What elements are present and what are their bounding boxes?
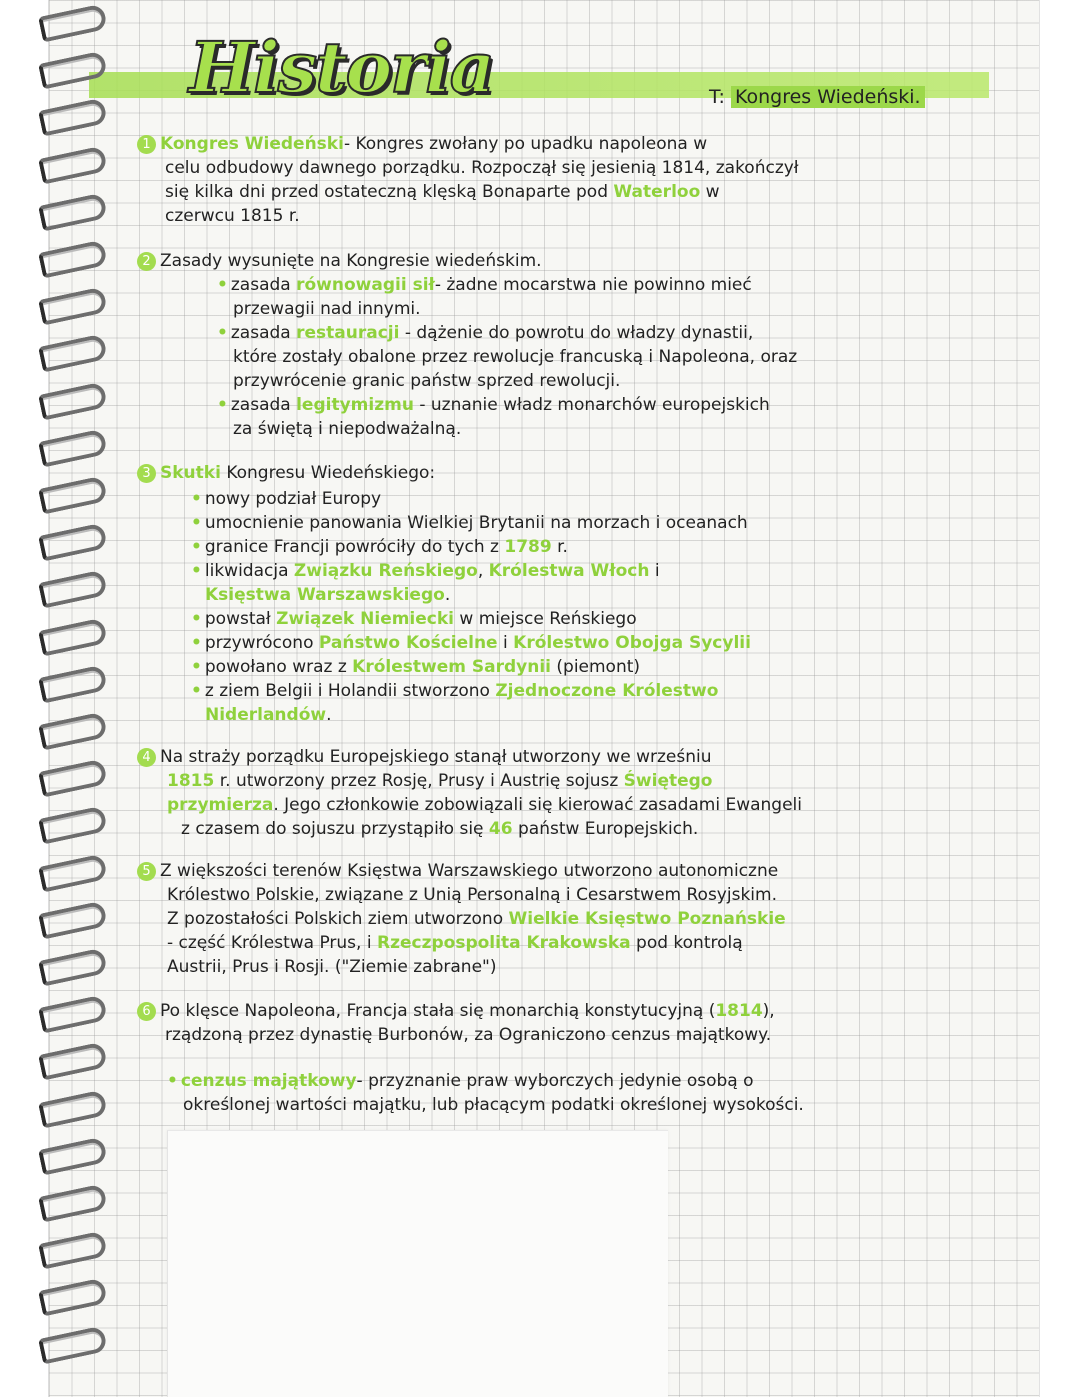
s4-line-2 xyxy=(167,770,712,793)
s3-item-4-term-1: Związku Reńskiego xyxy=(293,561,478,581)
s4-count: 46 xyxy=(488,819,513,839)
spiral-ring-icon xyxy=(38,3,108,42)
s2-b1-prefix: zasada xyxy=(230,275,291,295)
spiral-ring-icon xyxy=(38,523,108,562)
spiral-ring-icon xyxy=(38,428,108,467)
section-1-number: 1 xyxy=(137,135,156,154)
topic-prefix: T: xyxy=(709,86,725,108)
s6-bullet-cont: określonej wartości majątku, lub płacącym podatki określonej wysokości. xyxy=(183,1095,804,1115)
s3-item-8-term-2: Niderlandów xyxy=(205,705,327,725)
s4-year: 1815 xyxy=(167,771,215,791)
spiral-ring-icon xyxy=(38,51,108,90)
spiral-binding xyxy=(40,10,102,1390)
s3-item-5-suffix: w miejsce Reńskiego xyxy=(459,609,637,629)
s4-term-2: przymierza xyxy=(167,795,274,815)
s2-bullet-1: • zasada równowagii sił- żadne mocarstwa nie powinno mieć xyxy=(217,275,752,295)
s3-item-2-text: umocnienie panowania Wielkiej Brytanii na morzach i oceanach xyxy=(204,513,748,533)
s1-text-1: - Kongres zwołany po upadku napoleona w xyxy=(343,134,708,154)
s4-line-3 xyxy=(167,794,802,817)
topic-label xyxy=(709,86,925,108)
s1-text-3a: się kilka dni przed ostateczną klęską Bonaparte pod xyxy=(165,182,608,202)
spiral-ring-icon xyxy=(38,98,108,137)
s5-term-2: Rzeczpospolita Krakowska xyxy=(376,933,631,953)
s5-text-1: Z większości terenów Księstwa Warszawskiego utworzono autonomiczne xyxy=(160,861,779,881)
s2-b2-term: restauracji xyxy=(296,323,400,343)
s1-waterloo: Waterloo xyxy=(613,182,701,202)
s6-bullet: • cenzus majątkowy- przyznanie praw wyborczych jedynie osobą o xyxy=(167,1071,754,1091)
s4-term-1: Świętego xyxy=(623,771,713,791)
spiral-ring-icon xyxy=(38,1042,108,1081)
s5-line-3 xyxy=(167,908,786,931)
s3-item-4-and: i xyxy=(654,561,660,581)
s3-item-7-term: Królestwem Sardynii xyxy=(352,657,551,677)
spiral-ring-icon xyxy=(38,570,108,609)
s4-line-1 xyxy=(137,746,712,769)
s3-item-1-text: nowy podział Europy xyxy=(204,489,382,509)
spiral-ring-icon xyxy=(38,1089,108,1128)
s3-item-7-suffix: (piemont) xyxy=(556,657,641,677)
s5-line-5: Austrii, Prus i Rosji. ("Ziemie zabrane") xyxy=(167,957,497,977)
s3-item-5-term: Związek Niemiecki xyxy=(276,609,455,629)
spiral-ring-icon xyxy=(38,1136,108,1175)
s1-line-2: celu odbudowy dawnego porządku. Rozpoczął się jesienią 1814, zakończył xyxy=(165,158,799,178)
s5-line-4 xyxy=(167,932,743,955)
section-2-number: 2 xyxy=(137,252,156,271)
s3-item-4-term-3: Księstwa Warszawskiego xyxy=(205,585,445,605)
s3-item-7-text: powołano wraz z xyxy=(204,657,347,677)
s4-text-1: Na straży porządku Europejskiego stanął utworzony we wrześniu xyxy=(160,747,712,767)
spiral-ring-icon xyxy=(38,334,108,373)
s4-text-4: z czasem do sojuszu przystąpiło się xyxy=(181,819,484,839)
s5-text-4: - część Królestwa Prus, i xyxy=(167,933,372,953)
spiral-ring-icon xyxy=(38,853,108,892)
s3-item-6-text: przywrócono xyxy=(204,633,314,653)
s4-line-4 xyxy=(181,818,698,841)
s6-line-2: rządzoną przez dynastię Burbonów, za Ograniczono cenzus majątkowy. xyxy=(165,1025,772,1045)
section-3-number: 3 xyxy=(137,464,156,483)
s5-line-2: Królestwo Polskie, związane z Unią Personalną i Cesarstwem Rosyjskim. xyxy=(167,885,777,905)
s6-text-3: - przyznanie praw wyborczych jedynie osobą o xyxy=(356,1071,754,1091)
s5-line-1 xyxy=(137,860,778,883)
s3-heading: Kongresu Wiedeńskiego: xyxy=(226,463,436,483)
spiral-ring-icon xyxy=(38,711,108,750)
s2-b3-term: legitymizmu xyxy=(296,395,414,415)
s1-heading: Kongres Wiedeński xyxy=(160,134,344,154)
spiral-ring-icon xyxy=(38,806,108,845)
s2-b1-text: - żadne mocarstwa nie powinno mieć xyxy=(434,275,752,295)
s3-item-5-text: powstał xyxy=(204,609,271,629)
s3-item-5: • powstał Związek Niemiecki w miejsce Reńskiego xyxy=(191,609,637,629)
spiral-ring-icon xyxy=(38,664,108,703)
s2-heading-line xyxy=(137,250,542,273)
section-4-number: 4 xyxy=(137,748,156,767)
s3-item-4-cont: Księstwa Warszawskiego. xyxy=(205,585,451,605)
spiral-ring-icon xyxy=(38,947,108,986)
s4-text-3: . Jego członkowie zobowiązali się kierować zasadami Ewangeli xyxy=(273,795,802,815)
s6-year: 1814 xyxy=(715,1001,763,1021)
s3-item-6-term-2: Królestwo Obojga Sycylii xyxy=(513,633,751,653)
s3-item-4-text: likwidacja xyxy=(204,561,289,581)
s3-item-3-year: 1789 xyxy=(504,537,552,557)
s3-heading-term: Skutki xyxy=(160,463,221,483)
s2-b3-text: - uznanie władz monarchów europejskich xyxy=(419,395,770,415)
spiral-ring-icon xyxy=(38,287,108,326)
blank-sticky-note xyxy=(167,1130,668,1397)
s5-text-5: pod kontrolą xyxy=(636,933,743,953)
s2-bullet-1-cont: przewagii nad innymi. xyxy=(233,299,421,319)
s3-item-3-suffix: r. xyxy=(557,537,568,557)
s3-item-8-term: Zjednoczone Królestwo xyxy=(495,681,719,701)
s1-line-4: czerwcu 1815 r. xyxy=(165,206,300,226)
page-title: Historia xyxy=(189,26,493,109)
s1-text-3b: w xyxy=(705,182,720,202)
s2-bullet-2: • zasada restauracji - dążenie do powrotu do władzy dynastii, xyxy=(217,323,754,343)
s2-bullet-2-cont-1: które zostały obalone przez rewolucje francuską i Napoleona, oraz xyxy=(233,347,798,367)
s2-b3-prefix: zasada xyxy=(230,395,291,415)
s1-line-3 xyxy=(165,181,720,204)
spiral-ring-icon xyxy=(38,475,108,514)
s3-heading-line xyxy=(137,462,435,485)
s6-text-2: ), xyxy=(762,1001,775,1021)
s5-text-3: Z pozostałości Polskich ziem utworzono xyxy=(167,909,504,929)
s2-b1-term: równowagii sił xyxy=(296,275,435,295)
s1-line-1 xyxy=(137,133,707,156)
s2-b2-prefix: zasada xyxy=(230,323,291,343)
s2-bullet-3-cont: za świętą i niepodważalną. xyxy=(233,419,462,439)
spiral-ring-icon xyxy=(38,1231,108,1270)
s2-heading: Zasady wysunięte na Kongresie wiedeńskim. xyxy=(160,251,542,271)
s3-item-7: • powołano wraz z Królestwem Sardynii (piemont) xyxy=(191,657,641,677)
s3-item-2: • umocnienie panowania Wielkiej Brytanii na morzach i oceanach xyxy=(191,513,748,533)
s6-text-1: Po klęsce Napoleona, Francja stała się monarchią konstytucyjną ( xyxy=(160,1001,716,1021)
spiral-ring-icon xyxy=(38,900,108,939)
s6-term: cenzus majątkowy xyxy=(180,1071,357,1091)
spiral-ring-icon xyxy=(38,381,108,420)
s3-item-8: • z ziem Belgii i Holandii stworzono Zjednoczone Królestwo xyxy=(191,681,719,701)
s5-term-1: Wielkie Księstwo Poznańskie xyxy=(508,909,786,929)
spiral-ring-icon xyxy=(38,1278,108,1317)
spiral-ring-icon xyxy=(38,1183,108,1222)
section-5-number: 5 xyxy=(137,862,156,881)
spiral-ring-icon xyxy=(38,759,108,798)
s2-bullet-3: • zasada legitymizmu - uznanie władz monarchów europejskich xyxy=(217,395,770,415)
s3-item-6-and: i xyxy=(503,633,508,653)
section-6-number: 6 xyxy=(137,1002,156,1021)
s4-text-5: państw Europejskich. xyxy=(517,819,699,839)
s3-item-8-text: z ziem Belgii i Holandii stworzono xyxy=(204,681,490,701)
s3-item-8-cont: Niderlandów. xyxy=(205,705,332,725)
s6-line-1 xyxy=(137,1000,775,1023)
notebook-page xyxy=(48,0,1040,1397)
s2-bullet-2-cont-2: przywrócenie granic państw sprzed rewolucji. xyxy=(233,371,621,391)
spiral-ring-icon xyxy=(38,1325,108,1364)
spiral-ring-icon xyxy=(38,192,108,231)
s3-item-3: • granice Francji powróciły do tych z 1789 r. xyxy=(191,537,568,557)
s3-item-4-term-2: Królestwa Włoch xyxy=(488,561,650,581)
s3-item-1: • nowy podział Europy xyxy=(191,489,382,509)
s3-item-6-term-1: Państwo Kościelne xyxy=(318,633,498,653)
s4-text-2: r. utworzony przez Rosję, Prusy i Austrię sojusz xyxy=(219,771,619,791)
spiral-ring-icon xyxy=(38,239,108,278)
s3-item-6: • przywrócono Państwo Kościelne i Królestwo Obojga Sycylii xyxy=(191,633,751,653)
s2-b2-text: - dążenie do powrotu do władzy dynastii, xyxy=(404,323,754,343)
s3-item-4: • likwidacja Związku Reńskiego, Królestwa Włoch i xyxy=(191,561,660,581)
topic-text: Kongres Wiedeński. xyxy=(731,86,925,108)
s3-item-3-text: granice Francji powróciły do tych z xyxy=(204,537,499,557)
spiral-ring-icon xyxy=(38,617,108,656)
spiral-ring-icon xyxy=(38,145,108,184)
spiral-ring-icon xyxy=(38,995,108,1034)
